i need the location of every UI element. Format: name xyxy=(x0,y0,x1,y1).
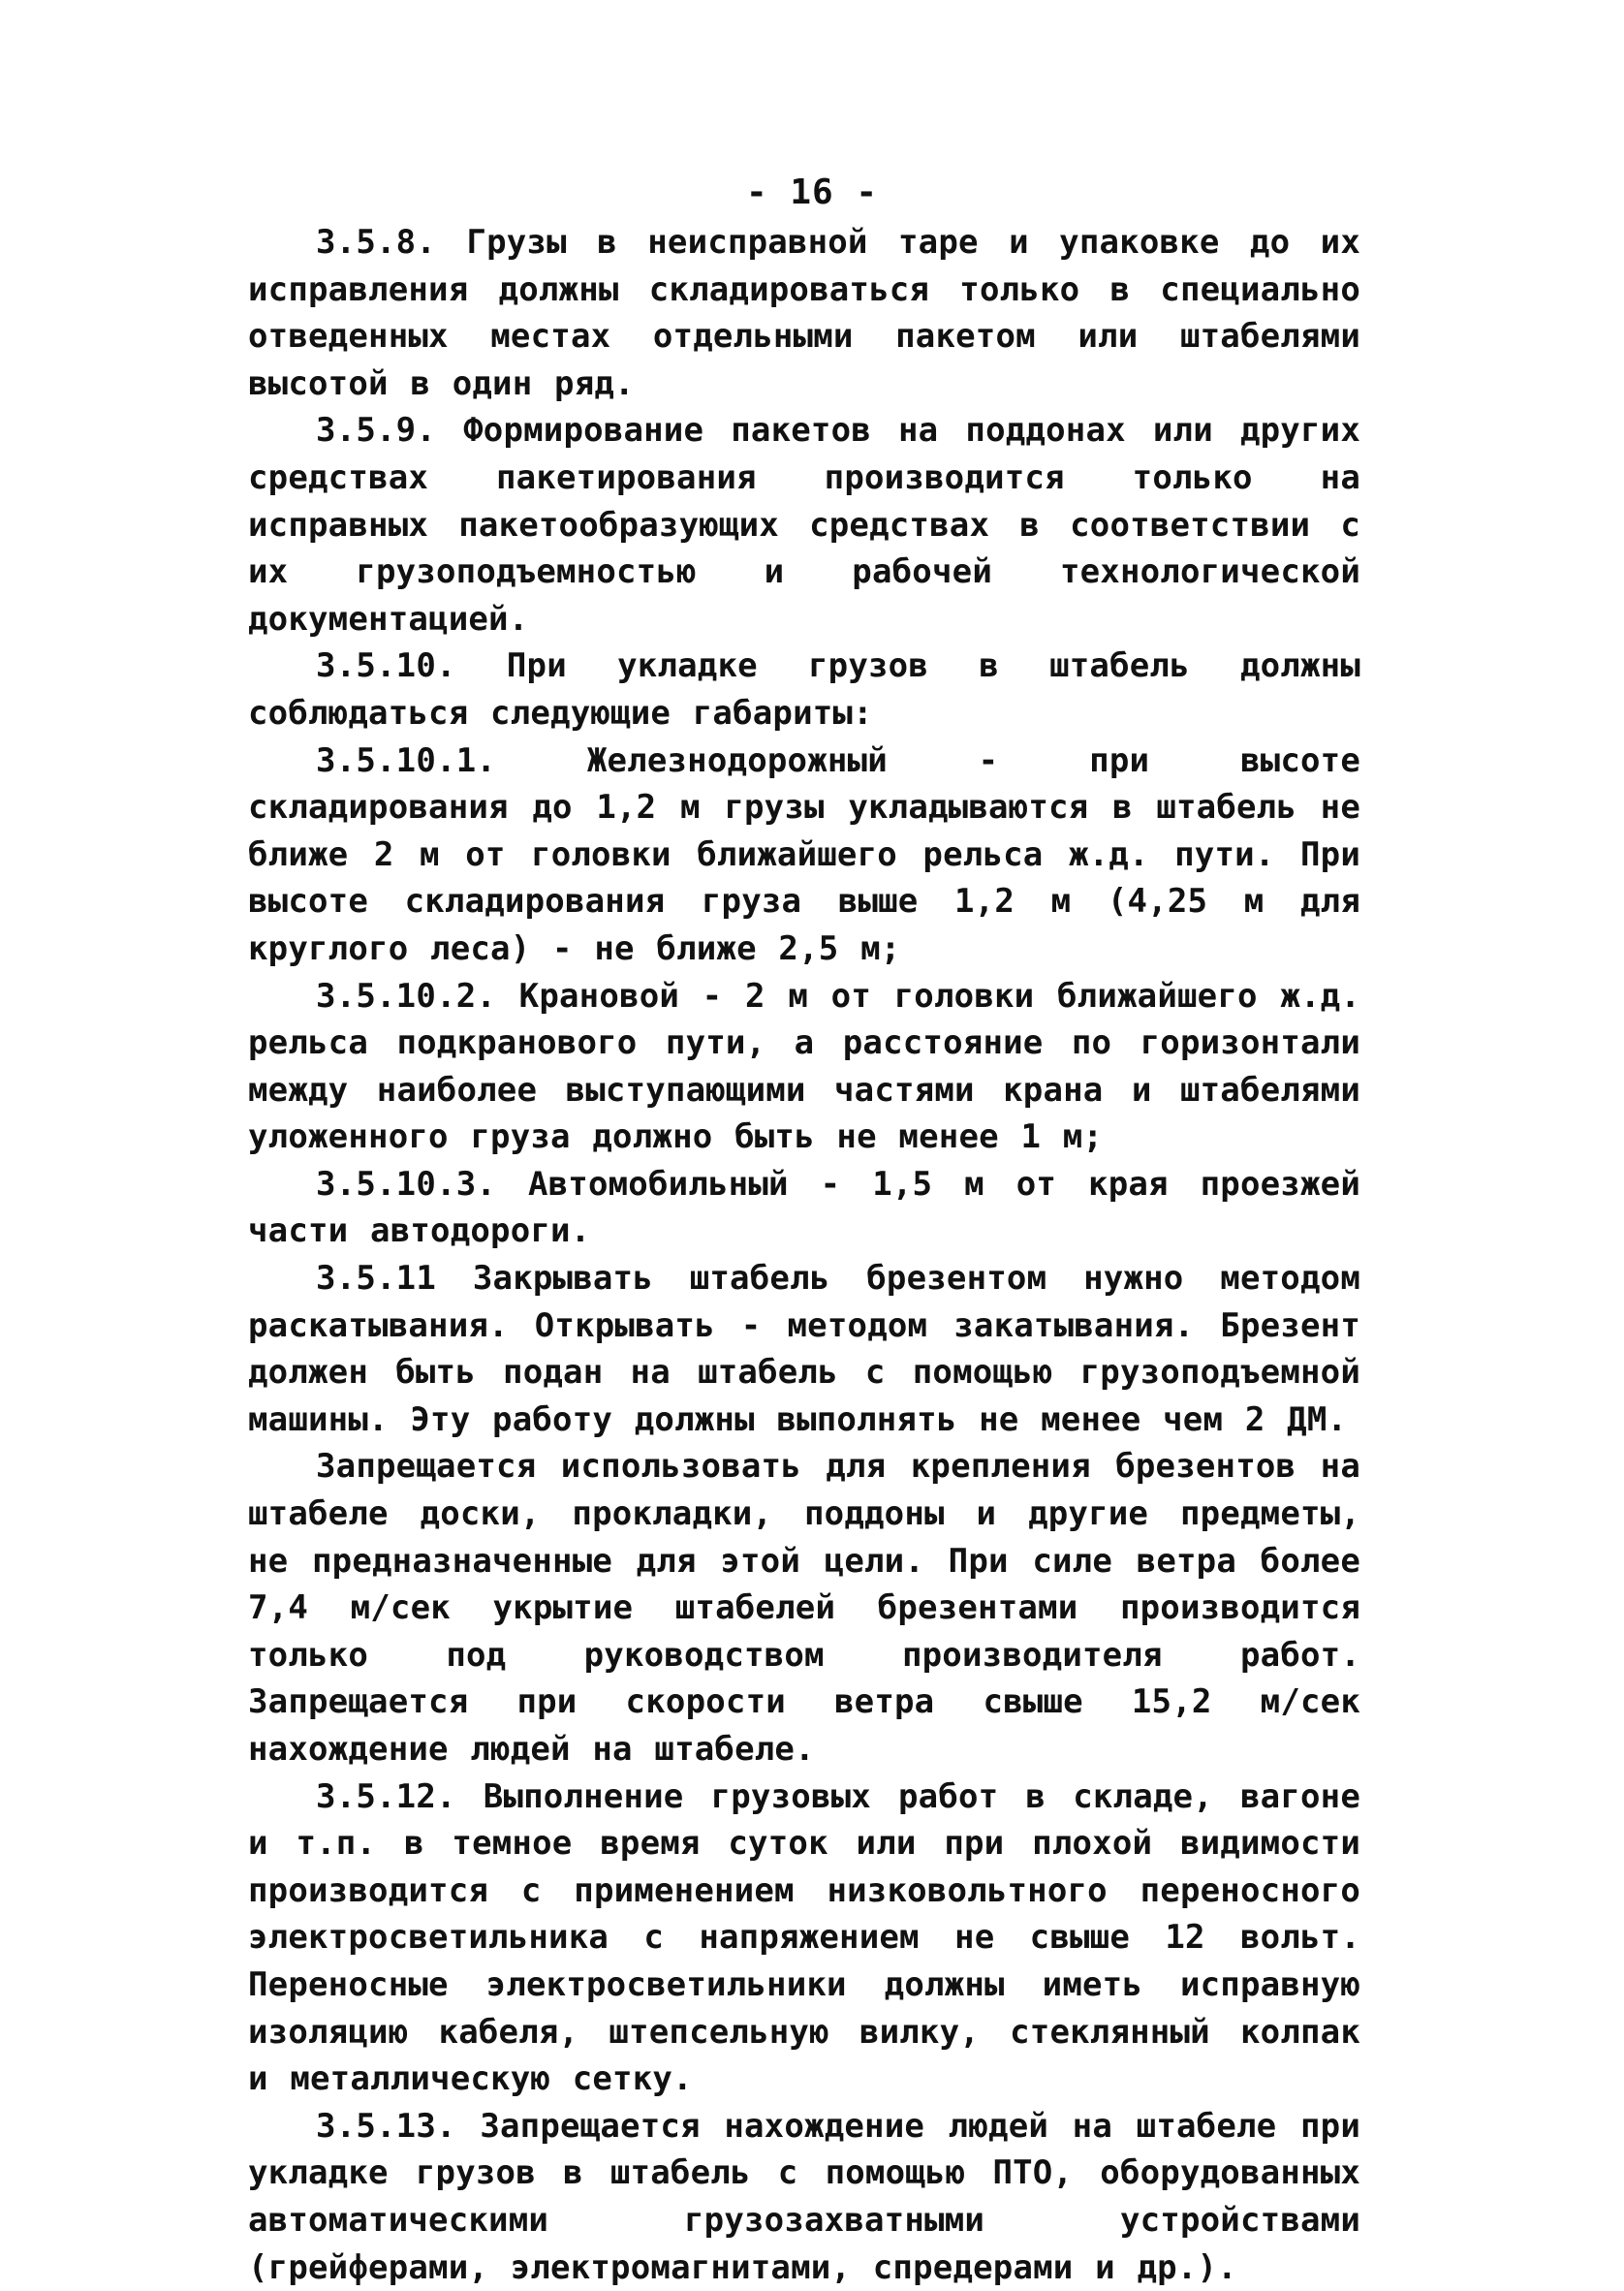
paragraph-3-5-11: 3.5.11 Закрывать штабель брезентом нужно методом раскатывания. Открывать - методом закатывания. Брезент должен быть подан на штабель с помощью грузоподъемной машины. Эту работу должны выполнять не менее чем 2 ДМ. xyxy=(248,1259,1360,1439)
paragraph-3-5-13: 3.5.13. Запрещается нахождение людей на штабеле при укладке грузов в штабель с помощью ПТО, оборудованных автоматическими грузозахватными устройствами (грейферами, электромагнитами, спредерами и др.). xyxy=(248,2106,1360,2287)
page-number: - 16 - xyxy=(745,173,879,212)
paragraph-3-5-10: 3.5.10. При укладке грузов в штабель должны соблюдаться следующие габариты: xyxy=(248,646,1360,733)
paragraph-3-5-12: 3.5.12. Выполнение грузовых работ в складе, вагоне и т.п. в темное время суток или при плохой видимости производится с применением низковольтного переносного электросветильника с напряжением не свыше 12 вольт. Переносные электросветильники должны иметь исправную изоляцию кабеля, штепсельную вилку, стеклянный колпак и металлическую сетку. xyxy=(248,1776,1360,2099)
document-body xyxy=(248,219,1360,2291)
paragraph-prohibition-tarpaulin: Запрещается использовать для крепления брезентов на штабеле доски, прокладки, поддоны и другие предметы, не предназначенные для этой цели. При силе ветра более 7,4 м/сек укрытие штабелей брезентами производится только под руководством производителя работ. Запрещается при скорости ветра свыше 15,2 м/сек нахождение людей на штабеле. xyxy=(248,1447,1360,1769)
paragraph-3-5-10-3: 3.5.10.3. Автомобильный - 1,5 м от края проезжей части автодороги. xyxy=(248,1164,1360,1251)
paragraph-3-5-10-1: 3.5.10.1. Железнодорожный - при высоте складирования до 1,2 м грузы укладываются в штабель не ближе 2 м от головки ближайшего рельса ж.д. пути. При высоте складирования груза выше 1,2 м (4,25 м для круглого леса) - не ближе 2,5 м; xyxy=(248,740,1360,968)
paragraph-3-5-10-2: 3.5.10.2. Крановой - 2 м от головки ближайшего ж.д. рельса подкранового пути, а расстояние по горизонтали между наиболее выступающими частями крана и штабелями уложенного груза должно быть не менее 1 м; xyxy=(248,976,1360,1157)
paragraph-3-5-9: 3.5.9. Формирование пакетов на поддонах или других средствах пакетирования производится только на исправных пакетообразующих средствах в соответствии с их грузоподъемностью и рабочей технологической документацией. xyxy=(248,411,1360,639)
paragraph-3-5-8: 3.5.8. Грузы в неисправной таре и упаковке до их исправления должны складироваться только в специально отведенных местах отдельными пакетом или штабелями высотой в один ряд. xyxy=(248,223,1360,403)
